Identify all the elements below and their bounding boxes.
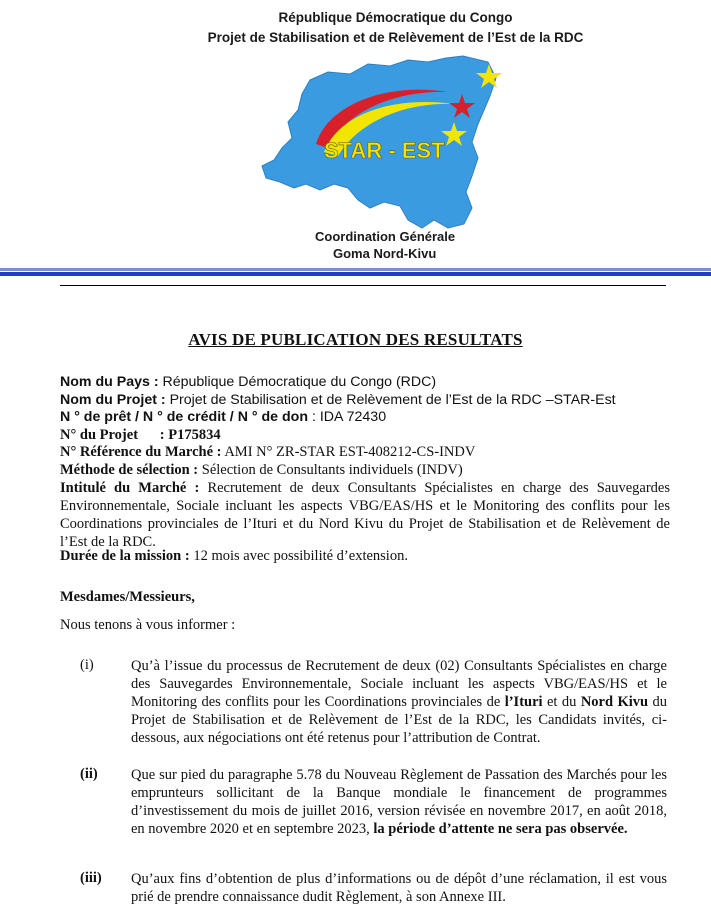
header-country: République Démocratique du Congo bbox=[278, 10, 513, 25]
meta-duree-value: 12 mois avec possibilité d’extension. bbox=[189, 548, 408, 564]
meta-num-projet-label: N° du Projet : P175834 bbox=[60, 427, 221, 443]
meta-methode bbox=[60, 461, 680, 479]
item2-bold-periode: la période d’attente ne sera pas observée. bbox=[373, 821, 628, 837]
meta-projet-value: Projet de Stabilisation et de Relèvement de l’Est de la RDC –STAR-Est bbox=[165, 392, 616, 408]
list-item-text bbox=[131, 657, 667, 747]
list-item-number: (i) bbox=[80, 657, 94, 673]
meta-intitule-value: Recrutement de deux Consultants Spécialistes en charge des Sauvegardes Environnementale, Sociale incluant les aspects VBG/EAS/HS et le Monitoring des conflits pour les Coordinations provinciales de l’Ituri et du Nord Kivu du Projet de Stabilisation et de Relèvement de l’Est de la RDC. bbox=[60, 480, 670, 550]
meta-projet bbox=[60, 391, 680, 409]
item1-text-a: Qu’à l’issue du processus de Recrutement de deux (02) Consultants Spécialistes en charge des Sauvegardes Environnementale, Sociale incluant les aspects VBG/EAS/HS et le Monitoring des conflits pour les Coordinations provinciales de bbox=[131, 658, 667, 710]
list-item-text bbox=[131, 870, 667, 906]
meta-duree-label: Durée de la mission : bbox=[60, 548, 190, 564]
item1-text-c: du Projet de Stabilisation et de Relèvement de l’Est de la RDC, les Candidats invités, ci-dessous, aux négociations ont été retenus pour l’attribution de Contrat. bbox=[131, 694, 668, 746]
meta-ref-value: AMI N° ZR-STAR EST-408212-CS-INDV bbox=[221, 444, 476, 460]
meta-pret-label: N ° de prêt / N ° de crédit / N ° de don bbox=[60, 409, 308, 425]
coordination-line2: Goma Nord-Kivu bbox=[333, 246, 437, 261]
list-item-text bbox=[131, 766, 667, 838]
header-project: Projet de Stabilisation et de Relèvement de l’Est de la RDC bbox=[207, 30, 584, 45]
item1-bold-nord-kivu: Nord Kivu bbox=[580, 694, 649, 710]
item3-text-a: Qu’aux fins d’obtention de plus d’informations ou de dépôt d’une réclamation, il est vous prié de prendre connaissance dudit Règlement, à son Annexe III. bbox=[131, 871, 667, 905]
meta-pays-value: République Démocratique du Congo (RDC) bbox=[158, 374, 437, 390]
list-item-number: (iii) bbox=[80, 870, 102, 886]
meta-ref-label: N° Référence du Marché : bbox=[60, 444, 222, 460]
salutation: Mesdames/Messieurs, bbox=[60, 589, 195, 605]
header-band-dark bbox=[0, 272, 711, 276]
logo-text: STAR - EST bbox=[324, 138, 445, 163]
header-rule bbox=[60, 285, 666, 286]
document-title: AVIS DE PUBLICATION DES RESULTATS bbox=[188, 330, 523, 349]
coordination-line1: Coordination Générale bbox=[315, 229, 456, 244]
meta-methode-value: Sélection de Consultants individuels (INDV) bbox=[198, 462, 463, 478]
meta-pays-label: Nom du Pays : bbox=[60, 374, 159, 390]
item2-text-a: Que sur pied du paragraphe 5.78 du Nouveau Règlement de Passation des Marchés pour les emprunteurs sollicitant de la Banque mondiale le financement de programmes d’investissement du mois de juillet 2016, version révisée en novembre 2017, en août 2018, en novembre 2020 et en septembre 2023, bbox=[131, 767, 667, 837]
meta-pays bbox=[60, 373, 680, 391]
meta-pret-value: : IDA 72430 bbox=[308, 409, 387, 425]
list-item-number: (ii) bbox=[80, 766, 98, 782]
meta-intitule-label: Intitulé du Marché : bbox=[60, 480, 200, 496]
item1-text-b: et du bbox=[542, 694, 581, 710]
item1-bold-ituri: l’Ituri bbox=[504, 694, 543, 710]
meta-projet-label: Nom du Projet : bbox=[60, 392, 166, 408]
header-band-light bbox=[0, 268, 711, 271]
intro-text: Nous tenons à vous informer : bbox=[60, 617, 236, 633]
meta-methode-label: Méthode de sélection : bbox=[60, 462, 199, 478]
meta-reference bbox=[60, 443, 680, 461]
meta-intitule bbox=[60, 479, 670, 551]
meta-duree bbox=[60, 547, 680, 565]
meta-num-projet bbox=[60, 426, 680, 444]
meta-pret bbox=[60, 408, 680, 426]
